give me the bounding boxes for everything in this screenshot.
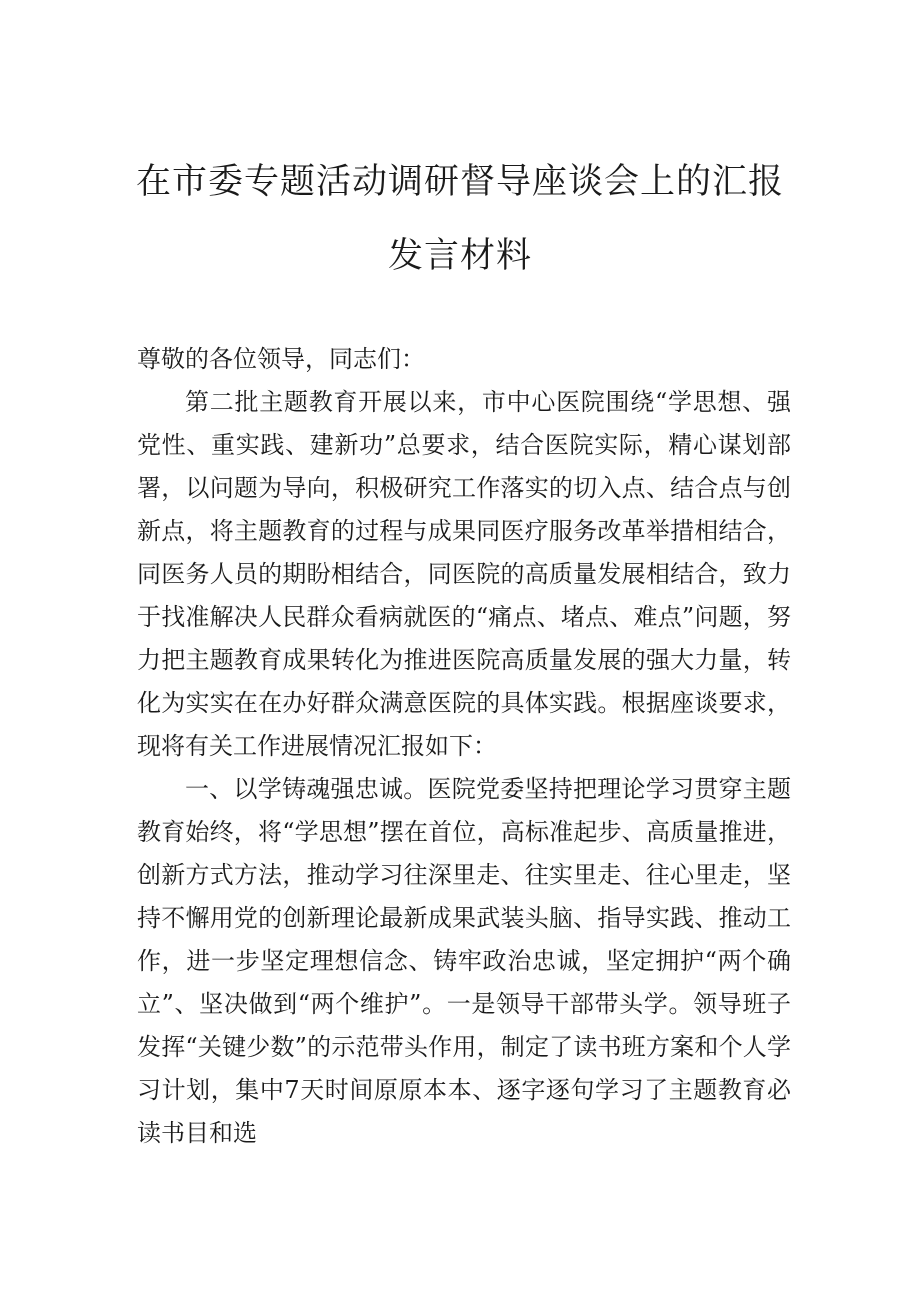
- document-title-line-2: 发言材料: [387, 236, 532, 276]
- document-body: [137, 338, 791, 1155]
- salutation: 尊敬的各位领导，同志们：: [137, 345, 425, 373]
- paragraph-intro: 第二批主题教育开展以来，市中心医院围绕“学思想、强党性、重实践、建新功”总要求，结合医院实际，精心谋划部署，以问题为导向，积极研究工作落实的切入点、结合点与创新点，将主题教育的过程与成果同医疗服务改革举措相结合，同医务人员的期盼相结合，同医院的高质量发展相结合，致力于找准解决人民群众看病就医的“痛点、堵点、难点”问题，努力把主题教育成果转化为推进医院高质量发展的强大力量，转化为实实在在办好群众满意医院的具体实践。根据座谈要求，现将有关工作进展情况汇报如下：: [137, 388, 791, 760]
- document-title-line-1: 在市委专题活动调研督导座谈会上的汇报: [135, 162, 784, 202]
- paragraph-section-1: 一、以学铸魂强忠诚。医院党委坚持把理论学习贯穿主题教育始终，将“学思想”摆在首位，高标准起步、高质量推进，创新方式方法，推动学习往深里走、往实里走、往心里走，坚持不懈用党的创新理论最新成果武装头脑、指导实践、推动工作，进一步坚定理想信念、铸牢政治忠诚，坚定拥护“两个确立”、坚决做到“两个维护”。一是领导干部带头学。领导班子发挥“关键少数”的示范带头作用，制定了读书班方案和个人学习计划，集中7天时间原原本本、逐字逐句学习了主题教育必读书目和选: [137, 775, 791, 1147]
